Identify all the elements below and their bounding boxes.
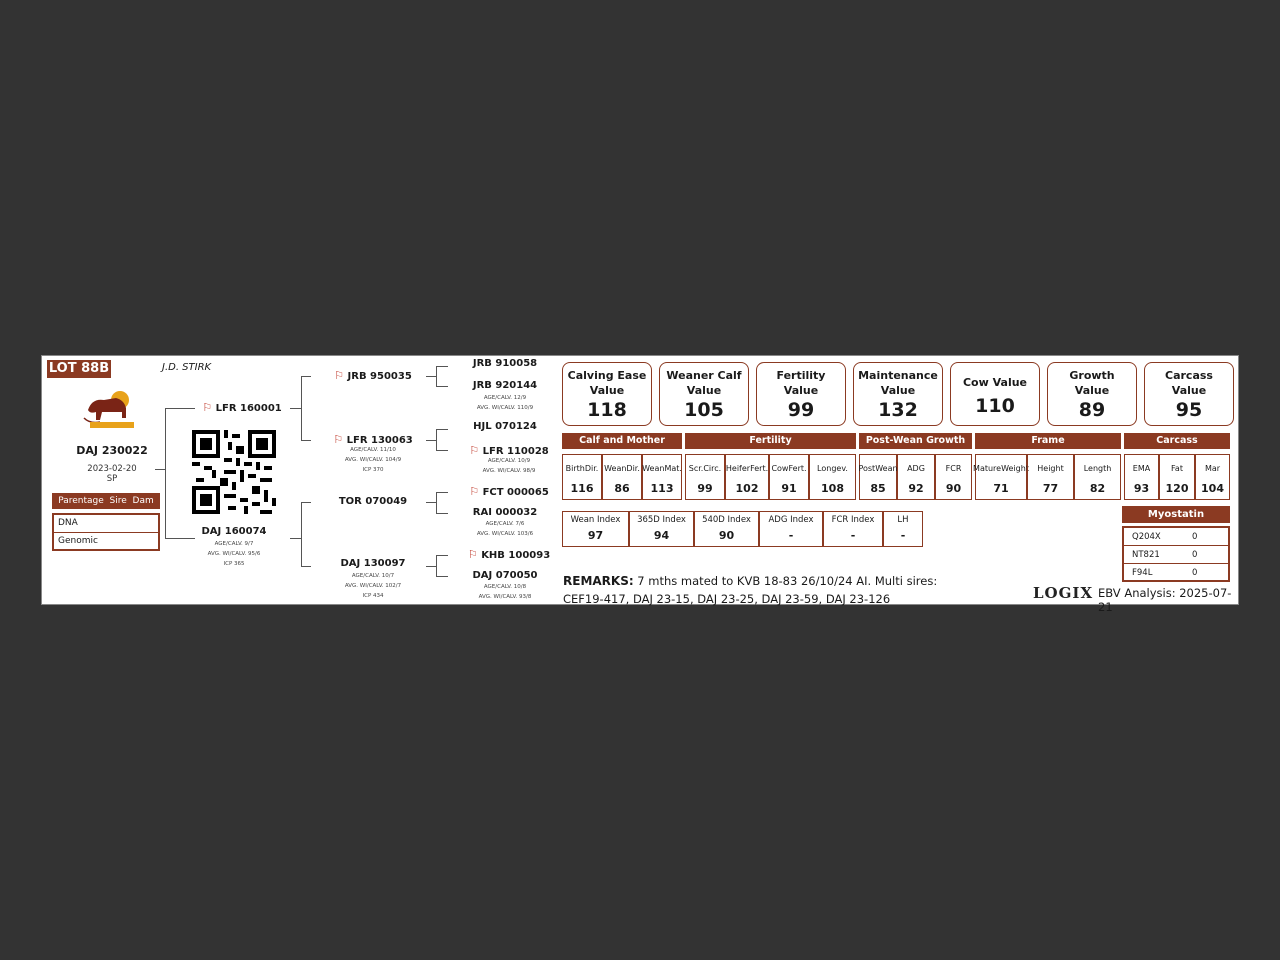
dam-dam-sire: ⚐ KHB 100093 xyxy=(467,548,551,561)
genomic-mark-icon: ⚐ xyxy=(469,485,480,498)
category-fertility: Fertility xyxy=(685,433,856,449)
dam-dam-sub-3: ICP 434 xyxy=(362,593,384,599)
parentage-table xyxy=(52,513,160,551)
genomic-mark-icon: ⚐ xyxy=(467,548,478,561)
value-maintenance: Maintenance Value 132 xyxy=(853,362,943,426)
genomic-mark-icon: ⚐ xyxy=(202,401,213,414)
value-carcass: Carcass Value 95 xyxy=(1144,362,1234,426)
animal-sex: SP xyxy=(106,474,118,484)
category-post-wean-growth: Post-Wean Growth xyxy=(859,433,972,449)
parentage-row-genomic: Genomic xyxy=(58,536,98,546)
index-fcr: FCR Index - xyxy=(823,511,883,547)
genomic-mark-icon: ⚐ xyxy=(469,444,480,457)
index-wean: Wean Index 97 xyxy=(562,511,629,547)
value-calving-ease: Calving Ease Value 118 xyxy=(562,362,652,426)
myostatin-row: F94L 0 xyxy=(1132,568,1198,578)
index-adg: ADG Index - xyxy=(759,511,823,547)
remarks-line-2: CEF19-417, DAJ 23-15, DAJ 23-25, DAJ 23-59, DAJ 23-126 xyxy=(563,592,891,606)
myostatin-table xyxy=(1122,526,1230,582)
remarks-label: REMARKS: xyxy=(563,574,634,588)
myostatin-header: Myostatin xyxy=(1122,506,1230,523)
ebv-wean-mat: Wean Mat. 113 xyxy=(642,454,682,500)
ebv-post-wean: Post Wean 85 xyxy=(859,454,897,500)
parentage-header: Parentage Sire Dam xyxy=(52,493,160,509)
dam-sire-sire: ⚐ FCT 000065 xyxy=(469,485,549,498)
ebv-mature-weight: Mature Weight 71 xyxy=(975,454,1027,500)
animal-id: DAJ 230022 xyxy=(76,444,148,457)
value-weaner-calf: Weaner Calf Value 105 xyxy=(659,362,749,426)
value-fertility: Fertility Value 99 xyxy=(756,362,846,426)
value-growth: Growth Value 89 xyxy=(1047,362,1137,426)
sdd-sub-1: AGE/CALV. 10/9 xyxy=(487,458,531,464)
dam-dam-dam: DAJ 070050 xyxy=(472,570,538,581)
qr-code[interactable] xyxy=(192,430,276,514)
dam-dam-sub-1: AGE/CALV. 10/7 xyxy=(351,573,395,579)
sire-sire-dam: JRB 920144 xyxy=(472,380,538,391)
sire-dam: ⚐ LFR 130063 xyxy=(333,433,413,446)
myostatin-row: Q204X 0 xyxy=(1132,532,1198,542)
category-calf-and-mother: Calf and Mother xyxy=(562,433,682,449)
ebv-fat: Fat 120 xyxy=(1159,454,1195,500)
genomic-mark-icon: ⚐ xyxy=(333,433,344,446)
sdd-sub-2: AVG. WI/CALV. 98/9 xyxy=(482,468,536,474)
ebv-birth-dir: Birth Dir. 116 xyxy=(562,454,602,500)
remarks-line-1: 7 mths mated to KVB 18-83 26/10/24 AI. Multi sires: xyxy=(633,574,938,588)
category-frame: Frame xyxy=(975,433,1121,449)
dam-sub-1: AGE/CALV. 9/7 xyxy=(214,541,254,547)
sire-dam-sub-1: AGE/CALV. 11/10 xyxy=(350,447,396,453)
remarks xyxy=(563,572,1033,608)
dam-sub-2: AVG. WI/CALV. 95/6 xyxy=(207,551,261,557)
dam-sire: TOR 070049 xyxy=(338,496,408,507)
logix-logo: LOGIX xyxy=(1033,584,1094,602)
sire-dam-sire: HJL 070124 xyxy=(473,421,537,432)
sire-dam-dam: ⚐ LFR 110028 xyxy=(469,444,549,457)
ddd-sub-2: AVG. WI/CALV. 93/8 xyxy=(478,594,532,600)
sire-sire: ⚐ JRB 950035 xyxy=(334,369,412,382)
dam-dam-sub-2: AVG. WI/CALV. 102/7 xyxy=(344,583,402,589)
myostatin-row: NT821 0 xyxy=(1132,550,1198,560)
dsd-sub-2: AVG. WI/CALV. 103/6 xyxy=(476,531,534,537)
ebv-mar: Mar 104 xyxy=(1195,454,1230,500)
brahman-logo xyxy=(82,388,138,432)
dam: DAJ 160074 xyxy=(201,526,267,537)
sire-dam-sub-2: AVG. WI/CALV. 104/9 xyxy=(344,457,402,463)
ssd-sub-2: AVG. WI/CALV. 110/9 xyxy=(476,405,534,411)
index-365d: 365D Index 94 xyxy=(629,511,694,547)
index-540d: 540D Index 90 xyxy=(694,511,759,547)
dam-dam: DAJ 130097 xyxy=(340,558,406,569)
ebv-analysis-date: EBV Analysis: 2025-07-21 xyxy=(1098,586,1232,614)
category-carcass: Carcass xyxy=(1124,433,1230,449)
ssd-sub-1: AGE/CALV. 12/9 xyxy=(483,395,527,401)
ebv-adg: ADG 92 xyxy=(897,454,935,500)
animal-dob: 2023-02-20 xyxy=(87,464,137,474)
ebv-scr-circ: Scr. Circ. 99 xyxy=(685,454,725,500)
lot-badge: LOT 88B xyxy=(48,361,110,376)
ebv-fcr: FCR 90 xyxy=(935,454,972,500)
sire-sire-sire: JRB 910058 xyxy=(472,358,538,369)
ebv-wean-dir: Wean Dir. 86 xyxy=(602,454,642,500)
genomic-mark-icon: ⚐ xyxy=(334,369,345,382)
sire: ⚐ LFR 160001 xyxy=(202,401,282,414)
pedigree-card xyxy=(41,355,1239,614)
ebv-height: Height 77 xyxy=(1027,454,1074,500)
ebv-length: Length 82 xyxy=(1074,454,1121,500)
ebv-ema: EMA 93 xyxy=(1124,454,1159,500)
ebv-heifer-fert: Heifer Fert. 102 xyxy=(725,454,769,500)
index-lh: LH - xyxy=(883,511,923,547)
value-cow: Cow Value 110 xyxy=(950,362,1040,426)
ebv-longev: Longev. 108 xyxy=(809,454,856,500)
sire-dam-sub-3: ICP 370 xyxy=(362,467,384,473)
dam-sub-3: ICP 365 xyxy=(223,561,245,567)
ebv-cow-fert: Cow Fert. 91 xyxy=(769,454,809,500)
dsd-sub-1: AGE/CALV. 7/6 xyxy=(485,521,525,527)
ddd-sub-1: AGE/CALV. 10/8 xyxy=(483,584,527,590)
parentage-row-dna: DNA xyxy=(58,518,78,528)
breeder-name: J.D. STIRK xyxy=(162,362,212,373)
dam-sire-dam: RAI 000032 xyxy=(472,507,538,518)
